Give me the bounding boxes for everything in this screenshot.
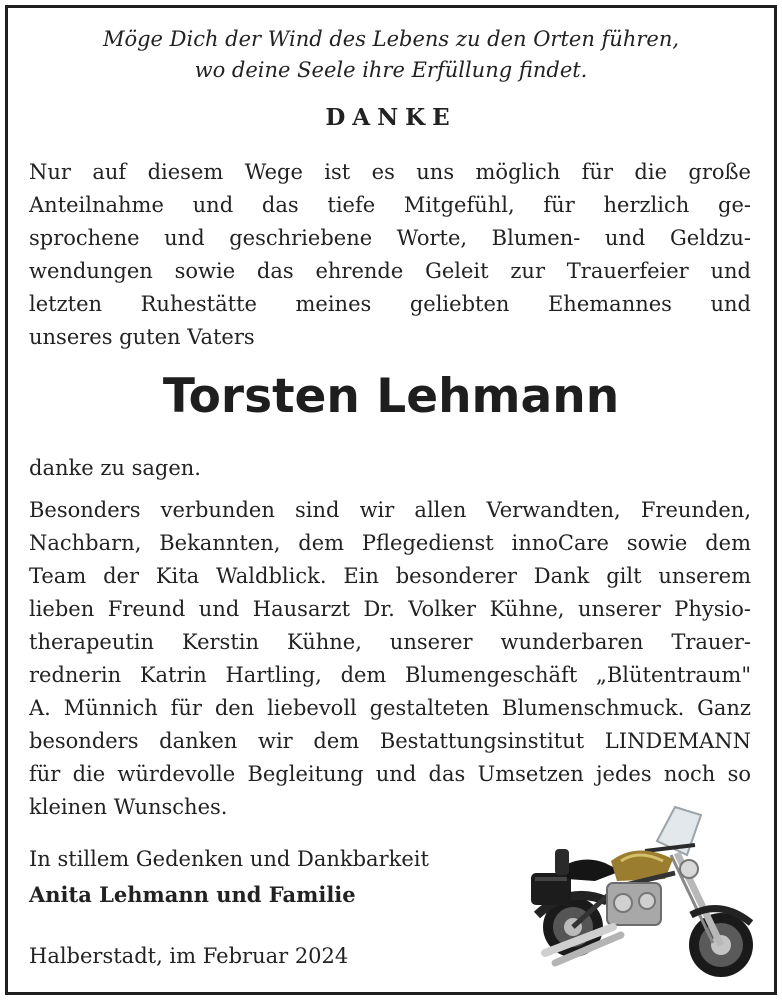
- thanks-line: rednerin Katrin Hartling, dem Blumengeschäft „Blütentraum": [29, 663, 751, 687]
- thanks-line: lieben Freund und Hausarzt Dr. Volker Kühne, unserer Physio-: [29, 597, 751, 621]
- deceased-name: Torsten Lehmann: [162, 369, 620, 424]
- remembrance-line: In stillem Gedenken und Dankbarkeit: [29, 847, 429, 871]
- signature: Anita Lehmann und Familie: [29, 882, 356, 907]
- intro-line: Nur auf diesem Wege ist es uns möglich für die große: [29, 160, 751, 184]
- thanks-line: A. Münnich für den liebevoll gestalteten Blumenschmuck. Ganz: [29, 696, 751, 720]
- intro-line: unseres guten Vaters: [29, 325, 255, 349]
- intro-line: wendungen sowie das ehrende Geleit zur Trauerfeier und: [29, 259, 751, 283]
- thanks-line: therapeutin Kerstin Kühne, unserer wunderbaren Trauer-: [29, 630, 751, 654]
- thanks-line: für die würdevolle Begleitung und das Umsetzen jedes noch so: [29, 762, 751, 786]
- thanks-paragraph: [29, 494, 751, 824]
- motorcycle-icon: [525, 803, 770, 981]
- thanks-line: kleinen Wunsches.: [29, 795, 228, 819]
- intro-line: Anteilnahme und das tiefe Mitgefühl, für herzlich ge-: [29, 193, 751, 217]
- motto-line-1: Möge Dich der Wind des Lebens zu den Orten führen,: [102, 27, 680, 51]
- intro-paragraph: [29, 156, 751, 354]
- intro-line: sprochene und geschriebene Worte, Blumen- und Geldzu-: [29, 226, 751, 250]
- heading: DANKE: [325, 104, 457, 131]
- thanks-line: Besonders verbunden sind wir allen Verwandten, Freunden,: [29, 498, 751, 522]
- motto-line-2: wo deine Seele ihre Erfüllung findet.: [194, 58, 588, 82]
- thanks-line: besonders danken wir dem Bestattungsinstitut LINDEMANN: [29, 729, 751, 753]
- motto: [0, 24, 782, 86]
- place-date: Halberstadt, im Februar 2024: [29, 944, 349, 968]
- intro-line: letzten Ruhestätte meines geliebten Ehemannes und: [29, 292, 751, 316]
- closing-phrase: danke zu sagen.: [29, 456, 201, 480]
- thanks-line: Team der Kita Waldblick. Ein besonderer Dank gilt unserem: [29, 564, 751, 588]
- thanks-line: Nachbarn, Bekannten, dem Pflegedienst innoCare sowie dem: [29, 531, 751, 555]
